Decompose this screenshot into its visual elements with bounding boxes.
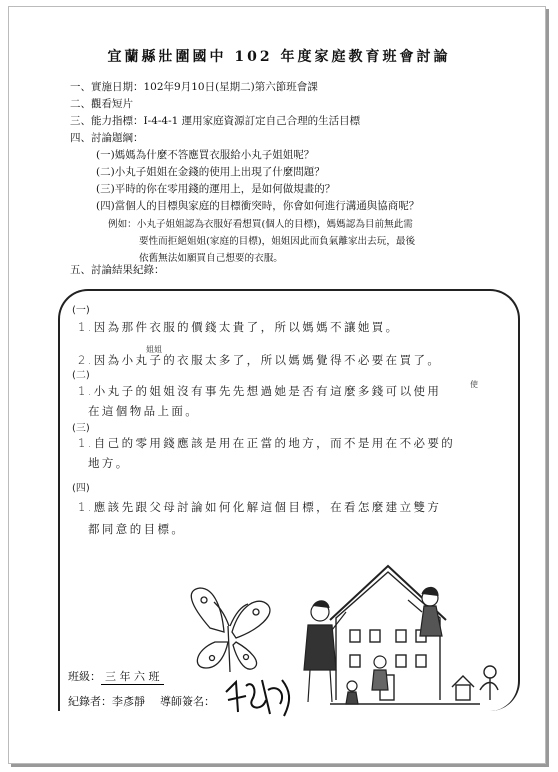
question-1: (一)媽媽為什麼不答應買衣服給小丸子姐姐呢？ bbox=[96, 149, 315, 161]
answer-4-1-cont: 都同意的目標。 bbox=[88, 522, 186, 536]
question-2: (二)小丸子姐姐在金錢的使用上出現了什麼問題？ bbox=[96, 166, 325, 178]
item-topics: 四、討論題綱： bbox=[70, 132, 144, 144]
example-line-3: 依舊無法如願買自己想要的衣服。 bbox=[139, 253, 283, 264]
question-4: (四)當個人的目標與家庭的目標衝突時，你會如何進行溝通與協商呢？ bbox=[96, 200, 420, 212]
item-film: 二、觀看短片 bbox=[70, 98, 133, 110]
answer-2-1: 1.小丸子的姐姐沒有事先先想過她是否有這麼多錢可以使用 bbox=[78, 384, 442, 398]
recorder-value: 李彥靜 bbox=[112, 695, 145, 708]
example-line-2: 要性而拒絕姐姐(家庭的目標)，姐姐因此而負氣離家出去玩，最後 bbox=[139, 236, 416, 247]
answer-1-1: 1.因為那件衣服的價錢太貴了，所以媽媽不讓她買。 bbox=[78, 320, 400, 334]
example-line-1: 例如：小丸子姐姐認為衣服好看想買(個人的目標)，媽媽認為目前無此需 bbox=[108, 219, 413, 230]
recorder-label: 紀錄者： bbox=[68, 695, 112, 708]
item-indicator: 三、能力指標：I-4-4-1 運用家庭資源訂定自己合理的生活目標 bbox=[70, 115, 361, 127]
insert-mark-2: 使 bbox=[470, 380, 478, 389]
question-3: (三)平時的你在零用錢的運用上，是如何做規畫的？ bbox=[96, 183, 336, 195]
section-label-2: (二) bbox=[72, 370, 90, 381]
answer-4-1: 1.應該先跟父母討論如何化解這個目標，在看怎麼建立雙方 bbox=[78, 500, 442, 514]
item-records: 五、討論結果紀錄： bbox=[70, 264, 165, 276]
class-value: 三 年 六 班 bbox=[101, 668, 164, 685]
answer-3-1-cont: 地方。 bbox=[88, 456, 130, 470]
answer-2-1-cont: 在這個物品上面。 bbox=[88, 404, 200, 418]
answer-1-2: 2.因為小丸子的衣服太多了，所以媽媽覺得不必要在買了。 bbox=[78, 353, 442, 367]
section-label-4: (四) bbox=[72, 483, 90, 494]
insert-mark-1: 姐姐 bbox=[146, 345, 162, 354]
class-label: 班級： bbox=[68, 670, 101, 683]
answer-3-1: 1.自己的零用錢應該是用在正當的地方，而不是用在不必要的 bbox=[78, 436, 456, 450]
item-date: 一、實施日期：102年9月10日(星期二)第六節班會課 bbox=[70, 81, 318, 93]
mentor-label: 導師簽名： bbox=[160, 695, 215, 708]
page-title: 宜蘭縣壯圍國中 102 年度家庭教育班會討論 bbox=[107, 49, 451, 65]
section-label-3: (三) bbox=[72, 423, 90, 434]
section-label-1: (一) bbox=[72, 305, 90, 316]
